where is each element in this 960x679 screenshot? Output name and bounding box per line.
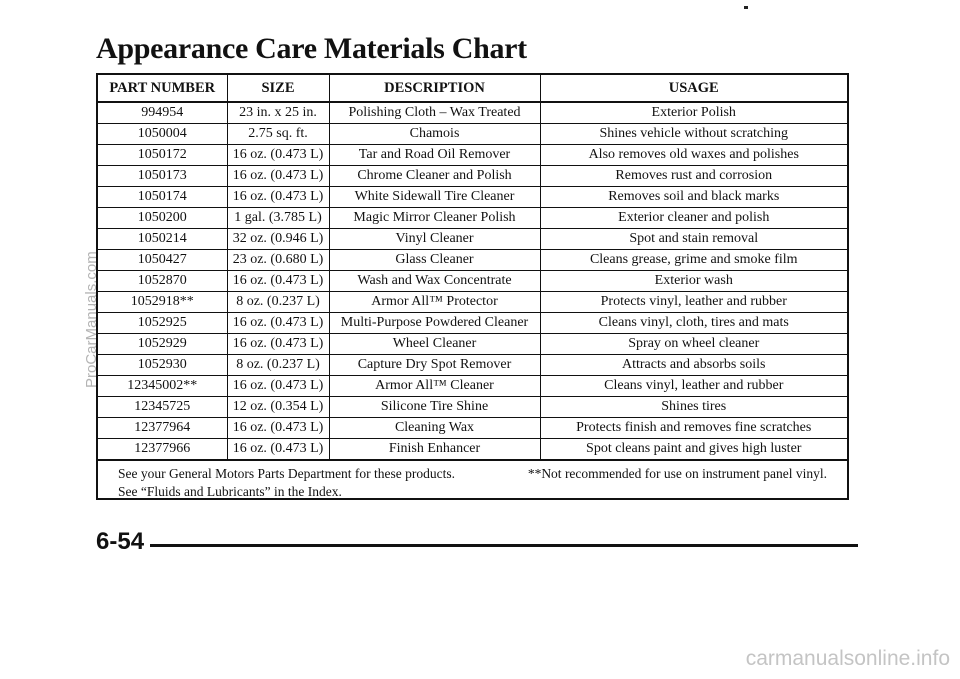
usage-cell: Spot cleans paint and gives high luster	[540, 439, 847, 460]
usage-cell: Cleans vinyl, leather and rubber	[540, 376, 847, 397]
description-cell: Chamois	[329, 124, 540, 145]
size-cell: 23 in. x 25 in.	[227, 102, 329, 124]
size-cell: 2.75 sq. ft.	[227, 124, 329, 145]
column-header-part-number: PART NUMBER	[98, 75, 227, 102]
description-cell: Cleaning Wax	[329, 418, 540, 439]
parts-department-note: See your General Motors Parts Department for these products.	[118, 466, 456, 481]
size-cell: 1 gal. (3.785 L)	[227, 208, 329, 229]
part-number-cell: 994954	[98, 102, 227, 124]
usage-cell: Shines vehicle without scratching	[540, 124, 847, 145]
description-cell: Multi-Purpose Powdered Cleaner	[329, 313, 540, 334]
page-number: 6-54	[96, 528, 145, 555]
table-row	[98, 439, 847, 460]
usage-cell: Removes soil and black marks	[540, 187, 847, 208]
part-number-cell: 1050174	[98, 187, 227, 208]
table-row	[98, 292, 847, 313]
usage-cell: Removes rust and corrosion	[540, 166, 847, 187]
description-cell: Armor All™ Protector	[329, 292, 540, 313]
part-number-cell: 1050427	[98, 250, 227, 271]
usage-cell: Spray on wheel cleaner	[540, 334, 847, 355]
table-row	[98, 334, 847, 355]
usage-cell: Protects finish and removes fine scratches	[540, 418, 847, 439]
part-number-cell: 12345725	[98, 397, 227, 418]
size-cell: 12 oz. (0.354 L)	[227, 397, 329, 418]
description-cell: Vinyl Cleaner	[329, 229, 540, 250]
page-corner-mark	[744, 6, 748, 9]
size-cell: 23 oz. (0.680 L)	[227, 250, 329, 271]
description-cell: Silicone Tire Shine	[329, 397, 540, 418]
usage-cell: Shines tires	[540, 397, 847, 418]
description-cell: Finish Enhancer	[329, 439, 540, 460]
footnote-line	[118, 465, 827, 483]
part-number-cell: 12345002**	[98, 376, 227, 397]
description-cell: Capture Dry Spot Remover	[329, 355, 540, 376]
size-cell: 8 oz. (0.237 L)	[227, 355, 329, 376]
size-cell: 16 oz. (0.473 L)	[227, 313, 329, 334]
table-row	[98, 208, 847, 229]
part-number-cell: 1052918**	[98, 292, 227, 313]
description-cell: Glass Cleaner	[329, 250, 540, 271]
description-cell: Tar and Road Oil Remover	[329, 145, 540, 166]
column-header-size: SIZE	[227, 75, 329, 102]
table-row	[98, 397, 847, 418]
part-number-cell: 1052925	[98, 313, 227, 334]
usage-cell: Cleans grease, grime and smoke film	[540, 250, 847, 271]
footer-rule	[150, 544, 858, 547]
description-cell: Armor All™ Cleaner	[329, 376, 540, 397]
usage-cell: Cleans vinyl, cloth, tires and mats	[540, 313, 847, 334]
size-cell: 16 oz. (0.473 L)	[227, 166, 329, 187]
table-header-row	[98, 75, 847, 102]
size-cell: 8 oz. (0.237 L)	[227, 292, 329, 313]
part-number-cell: 12377966	[98, 439, 227, 460]
table-row	[98, 187, 847, 208]
bottom-watermark: carmanualsonline.info	[745, 647, 950, 670]
part-number-cell: 1052929	[98, 334, 227, 355]
description-cell: Chrome Cleaner and Polish	[329, 166, 540, 187]
materials-table	[98, 75, 847, 460]
description-cell: White Sidewall Tire Cleaner	[329, 187, 540, 208]
chart-footnotes	[98, 460, 847, 501]
description-cell: Wash and Wax Concentrate	[329, 271, 540, 292]
size-cell: 32 oz. (0.946 L)	[227, 229, 329, 250]
part-number-cell: 1050004	[98, 124, 227, 145]
usage-cell: Exterior cleaner and polish	[540, 208, 847, 229]
page-title: Appearance Care Materials Chart	[96, 32, 527, 65]
table-row	[98, 271, 847, 292]
part-number-cell: 1050172	[98, 145, 227, 166]
table-row	[98, 229, 847, 250]
part-number-cell: 1052870	[98, 271, 227, 292]
table-row	[98, 102, 847, 124]
size-cell: 16 oz. (0.473 L)	[227, 334, 329, 355]
part-number-cell: 1050173	[98, 166, 227, 187]
usage-cell: Spot and stain removal	[540, 229, 847, 250]
side-watermark: ProCarManuals.com	[83, 251, 100, 389]
part-number-cell: 12377964	[98, 418, 227, 439]
usage-cell: Also removes old waxes and polishes	[540, 145, 847, 166]
description-cell: Wheel Cleaner	[329, 334, 540, 355]
table-row	[98, 376, 847, 397]
size-cell: 16 oz. (0.473 L)	[227, 271, 329, 292]
table-row	[98, 418, 847, 439]
column-header-usage: USAGE	[540, 75, 847, 102]
size-cell: 16 oz. (0.473 L)	[227, 439, 329, 460]
table-row	[98, 124, 847, 145]
table-row	[98, 145, 847, 166]
usage-cell: Exterior wash	[540, 271, 847, 292]
size-cell: 16 oz. (0.473 L)	[227, 145, 329, 166]
size-cell: 16 oz. (0.473 L)	[227, 418, 329, 439]
part-number-cell: 1050214	[98, 229, 227, 250]
description-cell: Magic Mirror Cleaner Polish	[329, 208, 540, 229]
usage-cell: Exterior Polish	[540, 102, 847, 124]
size-cell: 16 oz. (0.473 L)	[227, 376, 329, 397]
not-recommended-note: **Not recommended for use on instrument panel vinyl.	[527, 466, 827, 481]
table-row	[98, 166, 847, 187]
table-row	[98, 313, 847, 334]
part-number-cell: 1052930	[98, 355, 227, 376]
materials-chart	[96, 73, 849, 500]
usage-cell: Protects vinyl, leather and rubber	[540, 292, 847, 313]
part-number-cell: 1050200	[98, 208, 227, 229]
usage-cell: Attracts and absorbs soils	[540, 355, 847, 376]
table-row	[98, 250, 847, 271]
table-row	[98, 355, 847, 376]
column-header-description: DESCRIPTION	[329, 75, 540, 102]
index-reference-note: See “Fluids and Lubricants” in the Index.	[118, 484, 342, 499]
description-cell: Polishing Cloth – Wax Treated	[329, 102, 540, 124]
size-cell: 16 oz. (0.473 L)	[227, 187, 329, 208]
